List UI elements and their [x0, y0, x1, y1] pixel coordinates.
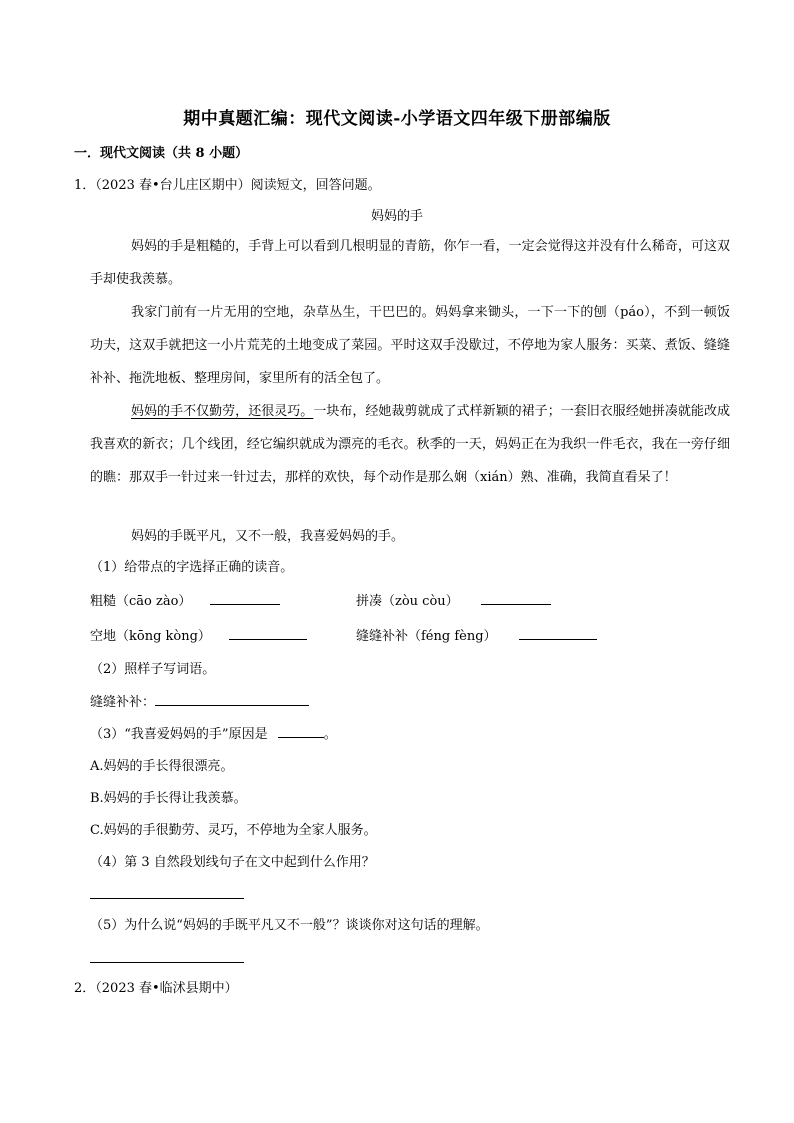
answer-blank-1[interactable] [210, 592, 280, 605]
option-b: B.妈妈的手长得让我羡慕。 [90, 791, 247, 806]
paragraph-3-rest: 一块布，经她裁剪就成了式样新颖的裙子；一套旧衣服经她拼凑就能改成我喜欢的新衣；几个线团，经它编织就成为漂亮的毛衣。秋季的一天，妈妈正在为我织一件毛衣，我在一旁仔细的瞧：那双手一针过来一针过去，那样的欢快，每个动作是那么娴（xián）熟、准确，我简直看呆了！ [90, 404, 730, 485]
subquestion-3-end: 。 [323, 727, 337, 742]
option-c: C.妈妈的手很勤劳、灵巧，不停地为全家人服务。 [90, 823, 377, 838]
answer-line-5[interactable] [90, 962, 244, 963]
pinyin-item-3 [90, 627, 307, 646]
answer-blank-3[interactable] [229, 627, 307, 640]
paragraph-1: 妈妈的手是粗糙的，手背上可以看到几根明显的青筋，你乍一看，一定会觉得这并没有什么稀奇，可这双手却使我羡慕。 [90, 239, 730, 287]
subquestion-2: （2）照样子写词语。 [90, 662, 216, 677]
page-title: 期中真题汇编：现代文阅读-小学语文四年级下册部编版 [183, 109, 611, 129]
paragraph-2: 我家门前有一片无用的空地，杂草丛生，干巴巴的。妈妈拿来锄头，一下一下的刨（páo），不到一顿饭功夫，这双手就把这一小片荒芜的土地变成了菜园。平时这双手没歇过，不停地为家人服务：买菜、煮饭、缝缝补补、拖洗地板、整理房间，家里所有的活全包了。 [90, 305, 730, 386]
pinyin-item-1 [90, 592, 280, 611]
answer-blank-4[interactable] [519, 627, 597, 640]
subquestion-3-text: （3）“我喜爱妈妈的手”原因是 [90, 727, 268, 742]
word-example-label: 缝缝补补： [90, 695, 156, 710]
subquestion-3 [90, 725, 337, 744]
story-title: 妈妈的手 [370, 209, 423, 224]
answer-line-4[interactable] [90, 898, 244, 899]
answer-blank-6[interactable] [278, 725, 324, 738]
pinyin-item-3-label: 空地（kōng kòng） [90, 629, 211, 644]
answer-blank-2[interactable] [481, 592, 551, 605]
pinyin-item-1-label: 粗糙（cāo zào） [90, 594, 192, 609]
pinyin-item-2 [356, 592, 551, 611]
question-2-header: 2．（2023 春•临沭县期中） [74, 981, 238, 996]
option-a: A.妈妈的手长得很漂亮。 [90, 759, 234, 774]
paragraph-3 [90, 395, 730, 494]
pinyin-item-4 [356, 627, 597, 646]
paragraph-4: 妈妈的手既平凡，又不一般，我喜爱妈妈的手。 [131, 529, 405, 544]
subquestion-5: （5）为什么说“妈妈的手既平凡又不一般”？谈谈你对这句话的理解。 [90, 918, 489, 933]
answer-blank-5[interactable] [155, 693, 309, 706]
subquestion-4: （4）第 3 自然段划线句子在文中起到什么作用？ [90, 855, 375, 870]
section-heading: 一．现代文阅读（共 8 小题） [74, 146, 249, 161]
word-example [90, 693, 309, 712]
pinyin-item-2-label: 拼凑（zòu còu） [356, 594, 459, 609]
pinyin-item-4-label: 缝缝补补（féng fèng） [356, 629, 497, 644]
underlined-sentence: 妈妈的手不仅勤劳，还很灵巧。 [131, 404, 314, 419]
subquestion-1: （1）给带点的字选择正确的读音。 [90, 560, 294, 575]
question-1-header: 1．（2023 春•台儿庄区期中）阅读短文，回答问题。 [74, 178, 381, 193]
